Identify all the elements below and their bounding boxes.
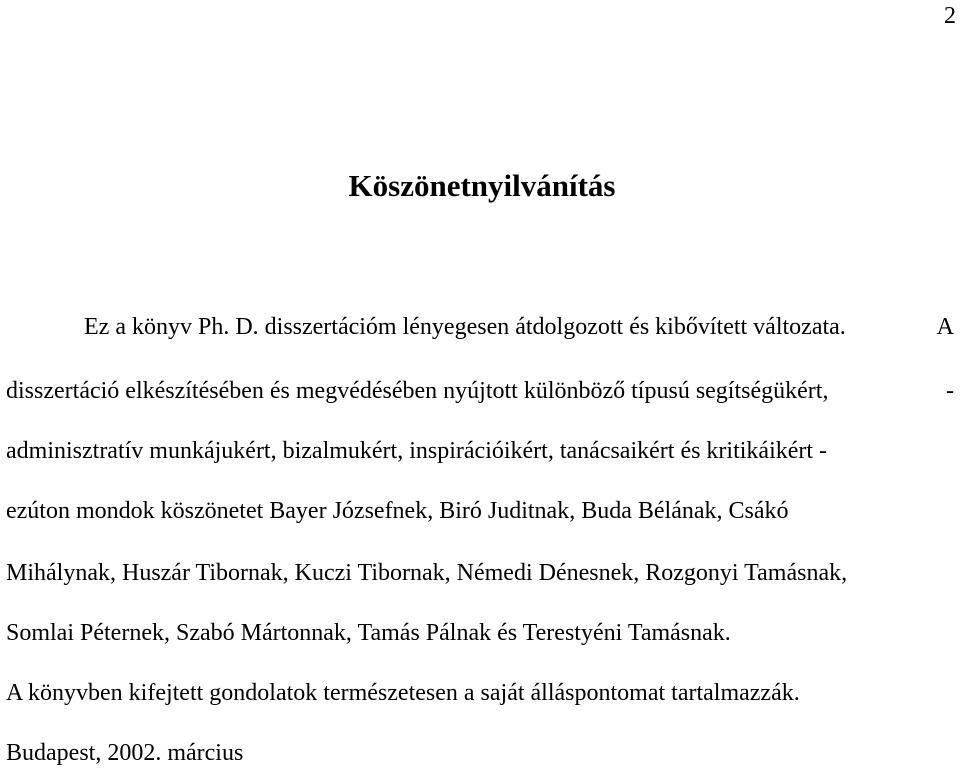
paragraph1-line2	[6, 376, 954, 406]
page-title: Köszönetnyilvánítás	[348, 168, 616, 203]
paragraph1-line1-end: A	[936, 314, 954, 340]
paragraph1-line2-end: -	[946, 378, 954, 404]
paragraph1-line4: ezúton mondok köszönetet Bayer Józsefnek, Biró Juditnak, Buda Bélának, Csákó	[6, 498, 789, 524]
paragraph1-line5: Mihálynak, Huszár Tibornak, Kuczi Tibornak, Némedi Dénesnek, Rozgonyi Tamásnak,	[6, 560, 848, 586]
paragraph1-line6: Somlai Péternek, Szabó Mártonnak, Tamás Pálnak és Terestyéni Tamásnak.	[6, 620, 731, 646]
paragraph2: A könyvben kifejtett gondolatok természetesen a saját álláspontomat tartalmazzák.	[6, 680, 800, 706]
paragraph1-line1	[84, 312, 954, 342]
paragraph1-line3: adminisztratív munkájukért, bizalmukért, inspirációikért, tanácsaikért és kritikáikért -	[6, 438, 828, 464]
signoff: Budapest, 2002. március	[6, 740, 244, 766]
paragraph1-line2-text: disszertáció elkészítésében és megvédésében nyújtott különböző típusú segítségükért,	[6, 378, 829, 404]
page-number: 2	[944, 3, 956, 29]
paragraph1-line1-text: Ez a könyv Ph. D. disszertációm lényegesen átdolgozott és kibővített változata.	[84, 314, 846, 340]
